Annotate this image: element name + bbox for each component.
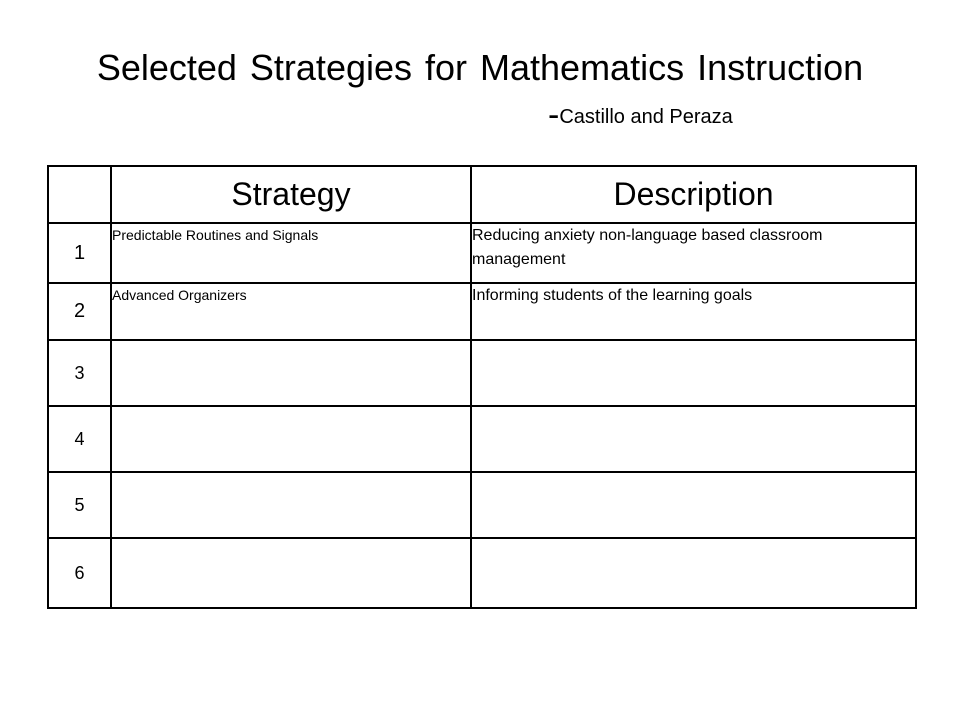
strategy-cell [111,340,471,406]
description-cell [471,538,916,608]
strategy-cell [111,538,471,608]
description-cell [471,340,916,406]
strategy-cell: Advanced Organizers [111,283,471,340]
subtitle-authors: Castillo and Peraza [559,106,733,128]
header-strategy: Strategy [111,166,471,223]
row-number: 5 [48,472,111,538]
strategy-cell [111,472,471,538]
header-number [48,166,111,223]
table-header-row [48,166,916,223]
description-cell: Informing students of the learning goals [471,283,916,340]
description-cell: Reducing anxiety non-language based classroom management [471,223,916,283]
row-number: 4 [48,406,111,472]
description-cell [471,406,916,472]
strategies-table [47,165,917,609]
row-number: 2 [48,283,111,340]
strategy-cell: Predictable Routines and Signals [111,223,471,283]
strategy-cell [111,406,471,472]
table-row [48,538,916,608]
table-row [48,340,916,406]
row-number: 3 [48,340,111,406]
row-number: 6 [48,538,111,608]
slide-title: Selected Strategies for Mathematics Instruction [96,47,864,88]
row-number: 1 [48,223,111,283]
table-row [48,283,916,340]
description-cell [471,472,916,538]
slide-subtitle [548,95,733,137]
table-row [48,472,916,538]
table-row [48,406,916,472]
subtitle-dash: - [548,96,560,134]
header-description: Description [471,166,916,223]
table-row [48,223,916,283]
